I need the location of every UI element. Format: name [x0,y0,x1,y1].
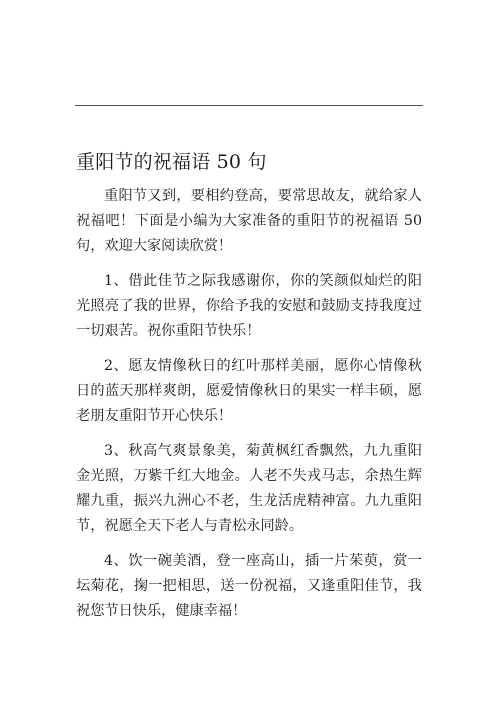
intro-paragraph: 重阳节又到，要相约登高，要常思故友，就给家人祝福吧！下面是小编为大家准备的重阳节的祝福语 50 句，欢迎大家阅读欣赏！ [76,188,422,254]
header-divider [75,105,423,106]
greeting-paragraph-1: 1、借此佳节之际我感谢你，你的笑颜似灿烂的阳光照亮了我的世界，你给予我的安慰和鼓励支持我度过一切艰苦。祝你重阳节快乐！ [76,273,422,339]
greeting-paragraph-4: 4、饮一碗美酒，登一座高山，插一片茱萸，赏一坛菊花，掬一把相思，送一份祝福，又逢重阳佳节，我祝您节日快乐，健康幸福！ [76,553,422,619]
greeting-paragraph-2: 2、愿友情像秋日的红叶那样美丽，愿你心情像秋日的蓝天那样爽朗，愿爱情像秋日的果实一样丰硕，愿老朋友重阳节开心快乐！ [76,358,422,424]
document-body [76,184,422,634]
greeting-paragraph-3: 3、秋高气爽景象美，菊黄枫红香飘然，九九重阳金光照，万紫千红大地金。人老不失戎马志，余热生辉耀九重，振兴九洲心不老，生龙活虎精神富。九九重阳节，祝愿全天下老人与青松永同龄。 [76,443,422,534]
document-title: 重阳节的祝福语 50 句 [76,151,267,173]
